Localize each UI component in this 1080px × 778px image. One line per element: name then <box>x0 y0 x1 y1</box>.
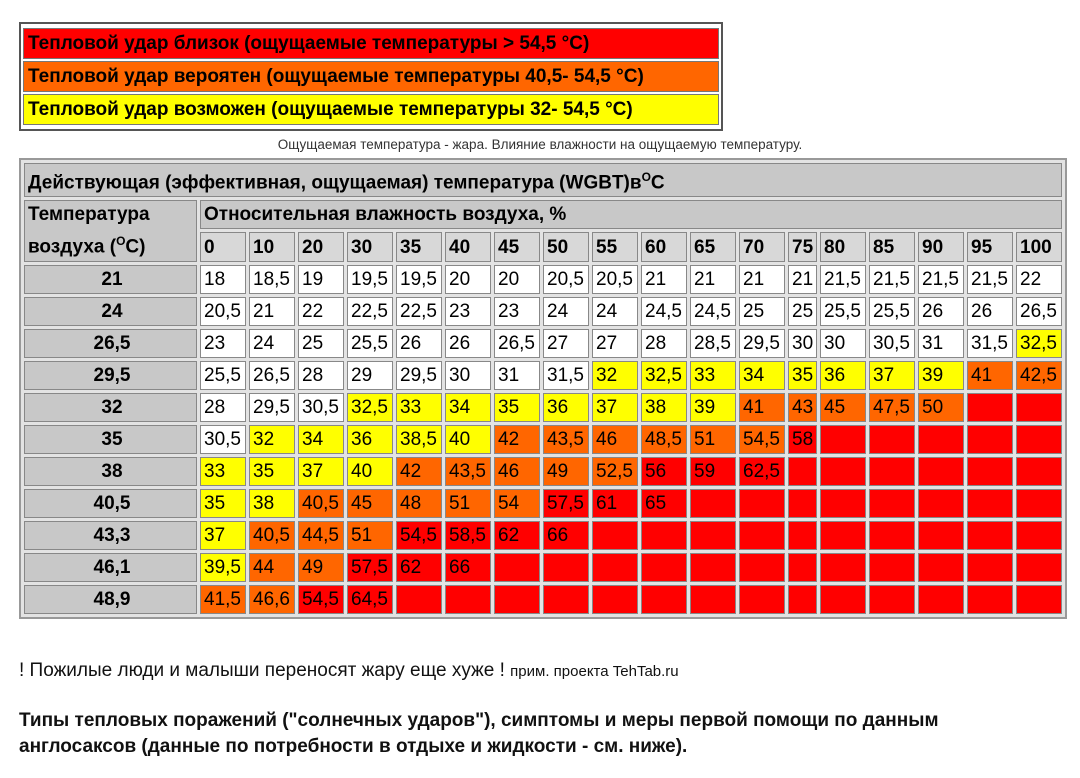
table-row <box>24 265 1062 294</box>
apparent-temperature-cell <box>820 585 866 614</box>
apparent-temperature-cell: 32,5 <box>1016 329 1062 358</box>
apparent-temperature-cell: 50 <box>918 393 964 422</box>
apparent-temperature-cell <box>543 553 589 582</box>
apparent-temperature-cell <box>445 585 491 614</box>
table-row <box>24 521 1062 550</box>
apparent-temperature-cell: 56 <box>641 457 687 486</box>
apparent-temperature-cell <box>494 585 540 614</box>
apparent-temperature-cell <box>967 585 1013 614</box>
apparent-temperature-cell: 28 <box>641 329 687 358</box>
heat-injury-types-heading: Типы тепловых поражений ("солнечных ударов"), симптомы и меры первой помощи по данным англосаксов (данные по потребности в отдыхе и жидкости - см. ниже). <box>19 710 939 757</box>
humidity-column-header: 35 <box>396 232 442 261</box>
apparent-temperature-cell <box>918 553 964 582</box>
humidity-column-header: 90 <box>918 232 964 261</box>
apparent-temperature-cell: 43,5 <box>543 425 589 454</box>
air-temperature-value: 21 <box>24 265 197 294</box>
apparent-temperature-cell: 31,5 <box>967 329 1013 358</box>
table-row <box>24 329 1062 358</box>
apparent-temperature-cell: 54 <box>494 489 540 518</box>
table-row <box>24 457 1062 486</box>
apparent-temperature-cell: 54,5 <box>739 425 785 454</box>
humidity-column-header: 80 <box>820 232 866 261</box>
apparent-temperature-cell <box>641 553 687 582</box>
table-row <box>24 361 1062 390</box>
apparent-temperature-cell <box>641 521 687 550</box>
apparent-temperature-cell: 40,5 <box>249 521 295 550</box>
apparent-temperature-cell: 25 <box>739 297 785 326</box>
air-temperature-value: 32 <box>24 393 197 422</box>
humidity-column-header: 0 <box>200 232 246 261</box>
apparent-temperature-cell: 24 <box>592 297 638 326</box>
humidity-column-header: 30 <box>347 232 393 261</box>
apparent-temperature-cell <box>967 553 1013 582</box>
apparent-temperature-cell: 27 <box>543 329 589 358</box>
apparent-temperature-cell: 65 <box>641 489 687 518</box>
apparent-temperature-cell <box>967 457 1013 486</box>
apparent-temperature-cell: 32,5 <box>641 361 687 390</box>
apparent-temperature-cell: 24,5 <box>641 297 687 326</box>
apparent-temperature-cell: 37 <box>592 393 638 422</box>
apparent-temperature-cell: 39,5 <box>200 553 246 582</box>
apparent-temperature-cell: 29,5 <box>739 329 785 358</box>
apparent-temperature-cell: 21 <box>788 265 817 294</box>
apparent-temperature-cell: 59 <box>690 457 736 486</box>
apparent-temperature-cell: 41 <box>739 393 785 422</box>
apparent-temperature-cell <box>788 585 817 614</box>
apparent-temperature-cell: 20,5 <box>543 265 589 294</box>
apparent-temperature-cell: 21,5 <box>918 265 964 294</box>
apparent-temperature-cell: 22,5 <box>396 297 442 326</box>
apparent-temperature-cell <box>820 553 866 582</box>
apparent-temperature-cell <box>1016 393 1062 422</box>
apparent-temperature-cell: 44 <box>249 553 295 582</box>
apparent-temperature-cell <box>641 585 687 614</box>
apparent-temperature-cell: 31,5 <box>543 361 589 390</box>
apparent-temperature-cell <box>869 585 915 614</box>
apparent-temperature-cell: 45 <box>820 393 866 422</box>
apparent-temperature-cell <box>690 553 736 582</box>
apparent-temperature-cell: 20,5 <box>200 297 246 326</box>
air-temperature-value: 24 <box>24 297 197 326</box>
apparent-temperature-cell: 35 <box>200 489 246 518</box>
apparent-temperature-cell: 62 <box>396 553 442 582</box>
apparent-temperature-cell <box>918 457 964 486</box>
apparent-temperature-cell: 22 <box>1016 265 1062 294</box>
humidity-column-header: 70 <box>739 232 785 261</box>
apparent-temperature-cell: 21,5 <box>869 265 915 294</box>
humidity-column-header: 40 <box>445 232 491 261</box>
apparent-temperature-cell <box>690 585 736 614</box>
apparent-temperature-cell: 26,5 <box>1016 297 1062 326</box>
apparent-temperature-cell <box>869 521 915 550</box>
apparent-temperature-cell: 34 <box>739 361 785 390</box>
apparent-temperature-cell: 26 <box>445 329 491 358</box>
apparent-temperature-cell: 32,5 <box>347 393 393 422</box>
apparent-temperature-cell: 18,5 <box>249 265 295 294</box>
air-temperature-value: 46,1 <box>24 553 197 582</box>
apparent-temperature-cell: 28 <box>200 393 246 422</box>
apparent-temperature-cell <box>820 489 866 518</box>
apparent-temperature-cell: 37 <box>298 457 344 486</box>
humidity-column-header: 50 <box>543 232 589 261</box>
apparent-temperature-cell: 21 <box>249 297 295 326</box>
apparent-temperature-cell: 23 <box>200 329 246 358</box>
humidity-column-header: 65 <box>690 232 736 261</box>
apparent-temperature-cell: 42,5 <box>1016 361 1062 390</box>
apparent-temperature-cell: 41,5 <box>200 585 246 614</box>
apparent-temperature-cell <box>396 585 442 614</box>
apparent-temperature-cell: 32 <box>249 425 295 454</box>
apparent-temperature-cell: 49 <box>298 553 344 582</box>
apparent-temperature-cell: 18 <box>200 265 246 294</box>
air-temperature-value: 26,5 <box>24 329 197 358</box>
humidity-column-header: 100 <box>1016 232 1062 261</box>
apparent-temperature-cell: 29,5 <box>249 393 295 422</box>
apparent-temperature-cell <box>788 553 817 582</box>
apparent-temperature-cell: 20 <box>445 265 491 294</box>
apparent-temperature-cell <box>967 425 1013 454</box>
apparent-temperature-cell: 66 <box>445 553 491 582</box>
apparent-temperature-cell: 48 <box>396 489 442 518</box>
apparent-temperature-cell: 21 <box>739 265 785 294</box>
apparent-temperature-cell <box>1016 457 1062 486</box>
apparent-temperature-cell: 51 <box>690 425 736 454</box>
apparent-temperature-cell: 39 <box>918 361 964 390</box>
air-temperature-value: 43,3 <box>24 521 197 550</box>
apparent-temperature-cell: 66 <box>543 521 589 550</box>
air-temperature-value: 48,9 <box>24 585 197 614</box>
elderly-note <box>19 660 679 682</box>
apparent-temperature-cell <box>869 425 915 454</box>
table-row <box>24 425 1062 454</box>
apparent-temperature-cell: 49 <box>543 457 589 486</box>
apparent-temperature-cell: 32 <box>592 361 638 390</box>
humidity-column-header: 20 <box>298 232 344 261</box>
apparent-temperature-cell: 38,5 <box>396 425 442 454</box>
apparent-temperature-cell: 25 <box>298 329 344 358</box>
apparent-temperature-cell <box>967 489 1013 518</box>
apparent-temperature-cell <box>918 425 964 454</box>
apparent-temperature-cell <box>788 457 817 486</box>
apparent-temperature-cell: 26 <box>396 329 442 358</box>
humidity-column-header: 95 <box>967 232 1013 261</box>
apparent-temperature-cell <box>788 489 817 518</box>
apparent-temperature-cell: 21 <box>690 265 736 294</box>
apparent-temperature-cell: 44,5 <box>298 521 344 550</box>
apparent-temperature-cell <box>869 553 915 582</box>
apparent-temperature-cell <box>739 489 785 518</box>
apparent-temperature-cell: 51 <box>445 489 491 518</box>
apparent-temperature-cell: 58 <box>788 425 817 454</box>
heat-index-table <box>19 158 1067 619</box>
table-row <box>24 553 1062 582</box>
apparent-temperature-cell: 28 <box>298 361 344 390</box>
apparent-temperature-cell: 36 <box>347 425 393 454</box>
apparent-temperature-cell: 21,5 <box>967 265 1013 294</box>
apparent-temperature-cell: 42 <box>494 425 540 454</box>
apparent-temperature-cell: 26,5 <box>249 361 295 390</box>
elderly-note-text: ! Пожилые люди и малыши переносят жару еще хуже ! <box>19 660 505 681</box>
apparent-temperature-cell: 26 <box>918 297 964 326</box>
apparent-temperature-cell: 40 <box>347 457 393 486</box>
apparent-temperature-cell <box>592 521 638 550</box>
apparent-temperature-cell: 40 <box>445 425 491 454</box>
apparent-temperature-cell: 22 <box>298 297 344 326</box>
air-temperature-value: 29,5 <box>24 361 197 390</box>
apparent-temperature-cell: 39 <box>690 393 736 422</box>
apparent-temperature-cell: 41 <box>967 361 1013 390</box>
apparent-temperature-cell <box>1016 489 1062 518</box>
apparent-temperature-cell: 21,5 <box>820 265 866 294</box>
apparent-temperature-cell <box>918 585 964 614</box>
air-temperature-header: Температура воздуха ($^O$C) <box>24 200 197 261</box>
table-row <box>24 489 1062 518</box>
apparent-temperature-cell: 20 <box>494 265 540 294</box>
apparent-temperature-cell <box>1016 553 1062 582</box>
apparent-temperature-cell: 25,5 <box>869 297 915 326</box>
apparent-temperature-cell: 34 <box>298 425 344 454</box>
apparent-temperature-cell <box>739 553 785 582</box>
apparent-temperature-cell: 31 <box>494 361 540 390</box>
apparent-temperature-cell: 22,5 <box>347 297 393 326</box>
apparent-temperature-cell: 28,5 <box>690 329 736 358</box>
apparent-temperature-cell <box>592 553 638 582</box>
apparent-temperature-cell: 23 <box>445 297 491 326</box>
apparent-temperature-cell: 43 <box>788 393 817 422</box>
apparent-temperature-cell <box>820 521 866 550</box>
apparent-temperature-cell: 57,5 <box>543 489 589 518</box>
apparent-temperature-cell: 38 <box>641 393 687 422</box>
apparent-temperature-cell: 61 <box>592 489 638 518</box>
apparent-temperature-cell: 34 <box>445 393 491 422</box>
humidity-column-header: 75 <box>788 232 817 261</box>
table-title: Действующая (эффективная, ощущаемая) температура $(WGBT)в^OC$ <box>24 163 1062 197</box>
apparent-temperature-cell: 40,5 <box>298 489 344 518</box>
apparent-temperature-cell <box>918 489 964 518</box>
apparent-temperature-cell: 36 <box>820 361 866 390</box>
apparent-temperature-cell <box>592 585 638 614</box>
project-note: прим. проекта TehTab.ru <box>510 663 679 680</box>
apparent-temperature-cell: 58,5 <box>445 521 491 550</box>
apparent-temperature-cell: 23 <box>494 297 540 326</box>
apparent-temperature-cell <box>869 457 915 486</box>
apparent-temperature-cell <box>543 585 589 614</box>
apparent-temperature-cell: 62,5 <box>739 457 785 486</box>
apparent-temperature-cell: 30 <box>820 329 866 358</box>
apparent-temperature-cell <box>820 457 866 486</box>
apparent-temperature-cell: 48,5 <box>641 425 687 454</box>
apparent-temperature-cell <box>1016 425 1062 454</box>
apparent-temperature-cell: 42 <box>396 457 442 486</box>
air-temperature-value: 38 <box>24 457 197 486</box>
apparent-temperature-cell: 27 <box>592 329 638 358</box>
apparent-temperature-cell <box>788 521 817 550</box>
apparent-temperature-cell <box>967 393 1013 422</box>
apparent-temperature-cell: 43,5 <box>445 457 491 486</box>
apparent-temperature-cell: 30 <box>445 361 491 390</box>
apparent-temperature-cell: 30,5 <box>200 425 246 454</box>
apparent-temperature-cell: 25,5 <box>200 361 246 390</box>
air-temperature-value: 35 <box>24 425 197 454</box>
apparent-temperature-cell: 37 <box>200 521 246 550</box>
apparent-temperature-cell: 54,5 <box>396 521 442 550</box>
apparent-temperature-cell: 64,5 <box>347 585 393 614</box>
humidity-column-header: 10 <box>249 232 295 261</box>
apparent-temperature-cell: 54,5 <box>298 585 344 614</box>
apparent-temperature-cell: 30,5 <box>869 329 915 358</box>
apparent-temperature-cell: 24,5 <box>690 297 736 326</box>
table-row <box>24 393 1062 422</box>
apparent-temperature-cell: 57,5 <box>347 553 393 582</box>
apparent-temperature-cell <box>820 425 866 454</box>
apparent-temperature-cell: 30 <box>788 329 817 358</box>
apparent-temperature-cell <box>1016 521 1062 550</box>
apparent-temperature-cell: 19 <box>298 265 344 294</box>
apparent-temperature-cell: 33 <box>200 457 246 486</box>
apparent-temperature-cell: 30,5 <box>298 393 344 422</box>
apparent-temperature-cell: 51 <box>347 521 393 550</box>
humidity-column-header: 55 <box>592 232 638 261</box>
table-caption: Ощущаемая температура - жара. Влияние влажности на ощущаемую температуру. <box>277 137 803 152</box>
apparent-temperature-cell: 37 <box>869 361 915 390</box>
apparent-temperature-cell <box>967 521 1013 550</box>
apparent-temperature-cell: 26,5 <box>494 329 540 358</box>
apparent-temperature-cell <box>869 489 915 518</box>
apparent-temperature-cell: 31 <box>918 329 964 358</box>
apparent-temperature-cell: 45 <box>347 489 393 518</box>
apparent-temperature-cell <box>690 521 736 550</box>
apparent-temperature-cell: 47,5 <box>869 393 915 422</box>
apparent-temperature-cell <box>739 521 785 550</box>
humidity-header: Относительная влажность воздуха, % <box>200 200 1062 229</box>
apparent-temperature-cell: 38 <box>249 489 295 518</box>
humidity-column-header: 60 <box>641 232 687 261</box>
apparent-temperature-cell: 35 <box>788 361 817 390</box>
apparent-temperature-cell: 24 <box>543 297 589 326</box>
apparent-temperature-cell: 29,5 <box>396 361 442 390</box>
apparent-temperature-cell: 29 <box>347 361 393 390</box>
heat-stroke-legend <box>19 22 723 131</box>
apparent-temperature-cell: 20,5 <box>592 265 638 294</box>
air-temperature-value: 40,5 <box>24 489 197 518</box>
humidity-column-header: 45 <box>494 232 540 261</box>
apparent-temperature-cell: 52,5 <box>592 457 638 486</box>
apparent-temperature-cell <box>1016 585 1062 614</box>
apparent-temperature-cell <box>690 489 736 518</box>
apparent-temperature-cell: 33 <box>396 393 442 422</box>
apparent-temperature-cell: 25,5 <box>820 297 866 326</box>
apparent-temperature-cell: 46 <box>494 457 540 486</box>
table-row <box>24 297 1062 326</box>
legend-row-likely: Тепловой удар вероятен (ощущаемые температуры 40,5- 54,5 °C) <box>23 61 719 92</box>
apparent-temperature-cell: 35 <box>249 457 295 486</box>
apparent-temperature-cell: 21 <box>641 265 687 294</box>
apparent-temperature-cell: 25,5 <box>347 329 393 358</box>
apparent-temperature-cell <box>739 585 785 614</box>
legend-row-imminent: Тепловой удар близок (ощущаемые температуры > 54,5 °C) <box>23 28 719 59</box>
apparent-temperature-cell: 35 <box>494 393 540 422</box>
apparent-temperature-cell: 25 <box>788 297 817 326</box>
apparent-temperature-cell <box>918 521 964 550</box>
apparent-temperature-cell <box>494 553 540 582</box>
legend-row-possible: Тепловой удар возможен (ощущаемые температуры 32- 54,5 °C) <box>23 94 719 125</box>
apparent-temperature-cell: 46 <box>592 425 638 454</box>
apparent-temperature-cell: 19,5 <box>396 265 442 294</box>
apparent-temperature-cell: 24 <box>249 329 295 358</box>
apparent-temperature-cell: 26 <box>967 297 1013 326</box>
apparent-temperature-cell: 19,5 <box>347 265 393 294</box>
apparent-temperature-cell: 62 <box>494 521 540 550</box>
humidity-column-header: 85 <box>869 232 915 261</box>
apparent-temperature-cell: 46,6 <box>249 585 295 614</box>
table-row <box>24 585 1062 614</box>
apparent-temperature-cell: 33 <box>690 361 736 390</box>
apparent-temperature-cell: 36 <box>543 393 589 422</box>
